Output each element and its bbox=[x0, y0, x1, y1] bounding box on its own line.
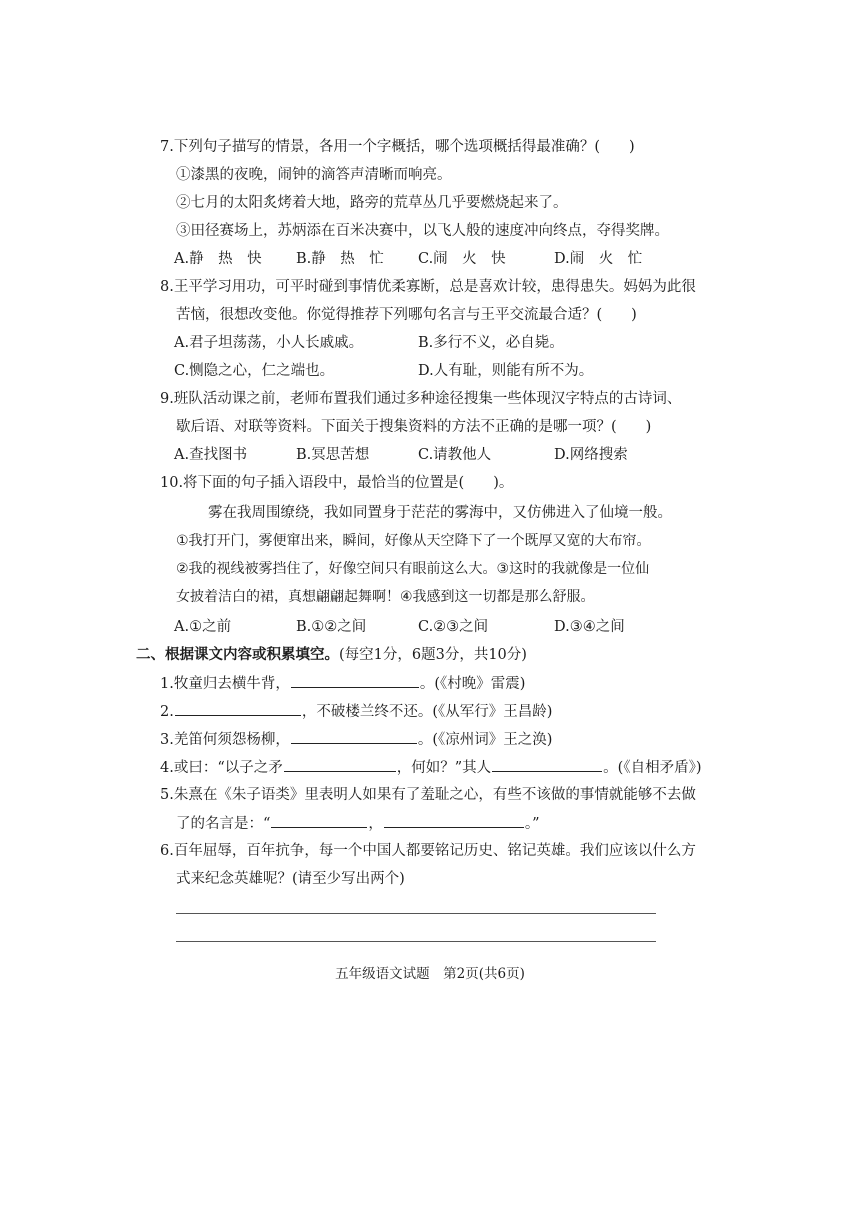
answer-blank[interactable] bbox=[175, 701, 301, 716]
fill-5-text: 了的名言是：“ bbox=[176, 816, 271, 832]
fill-5-comma: ， bbox=[368, 816, 383, 832]
q9-option-d: D.网络搜索 bbox=[554, 447, 628, 463]
q10-option-c: C.②③之间 bbox=[418, 619, 489, 635]
q7-option-b: B.静 热 忙 bbox=[296, 251, 384, 267]
section-2-score-note: (每空1分，6题3分，共10分) bbox=[339, 647, 527, 663]
q7-option-a: A.静 热 快 bbox=[174, 251, 262, 267]
answer-line-1[interactable] bbox=[176, 913, 656, 914]
q8-stem-line2: 苦恼，很想改变他。你觉得推荐下列哪句名言与王平交流最合适？( ) bbox=[176, 307, 637, 323]
section-2-heading bbox=[136, 645, 527, 665]
fill-4-text-a: 4.或曰：“以子之矛 bbox=[160, 760, 283, 776]
q9-option-b: B.冥思苦想 bbox=[296, 447, 370, 463]
q9-stem-line2: 歇后语、对联等资料。下面关于搜集资料的方法不正确的是哪一项？( ) bbox=[176, 419, 652, 435]
answer-blank[interactable] bbox=[492, 757, 602, 772]
q10-option-b: B.①②之间 bbox=[296, 619, 367, 635]
q8-option-d: D.人有耻，则能有所不为。 bbox=[418, 363, 594, 379]
fill-5-end: 。” bbox=[524, 816, 540, 832]
fill-4-text-b: ，何如？”其人 bbox=[396, 760, 492, 776]
fill-2 bbox=[160, 701, 552, 722]
fill-5-line1: 5.朱熹在《朱子语类》里表明人如果有了羞耻之心，有些不该做的事情就能够不去做 bbox=[160, 787, 696, 803]
q8-option-a: A.君子坦荡荡，小人长戚戚。 bbox=[174, 335, 364, 351]
fill-4-source: 。(《自相矛盾》) bbox=[603, 760, 702, 776]
fill-2-number: 2. bbox=[160, 704, 174, 720]
answer-blank[interactable] bbox=[384, 813, 524, 828]
answer-blank[interactable] bbox=[291, 729, 417, 744]
fill-2-text: ，不破楼兰终不还。(《从军行》王昌龄) bbox=[301, 704, 553, 720]
fill-5-line2 bbox=[176, 813, 540, 834]
answer-blank[interactable] bbox=[291, 673, 419, 688]
fill-3-source: 。(《凉州词》王之涣) bbox=[417, 732, 553, 748]
fill-3-text: 3.羌笛何须怨杨柳， bbox=[160, 732, 290, 748]
q7-sentence-2: ②七月的太阳炙烤着大地，路旁的荒草丛几乎要燃烧起来了。 bbox=[176, 195, 568, 211]
q9-option-c: C.请教他人 bbox=[418, 447, 492, 463]
q10-insert-sentence: 雾在我周围缭绕，我如同置身于茫茫的雾海中，又仿佛进入了仙境一般。 bbox=[208, 505, 672, 521]
fill-4 bbox=[160, 757, 702, 778]
section-2-title: 二、根据课文内容或积累填空。 bbox=[136, 646, 339, 663]
q7-option-d: D.闹 火 忙 bbox=[554, 251, 643, 267]
q9-option-a: A.查找图书 bbox=[174, 447, 248, 463]
q10-passage-line3: 女披着洁白的裙，真想翩翩起舞啊！④我感到这一切都是那么舒服。 bbox=[176, 589, 595, 605]
fill-6-line1: 6.百年屈辱，百年抗争，每一个中国人都要铭记历史、铭记英雄。我们应该以什么方 bbox=[160, 843, 696, 859]
fill-1-text: 1.牧童归去横牛背， bbox=[160, 676, 290, 692]
q7-option-c: C.闹 火 快 bbox=[418, 251, 506, 267]
q10-option-d: D.③④之间 bbox=[554, 619, 625, 635]
fill-3 bbox=[160, 729, 552, 750]
q7-sentence-1: ①漆黑的夜晚，闹钟的滴答声清晰而响亮。 bbox=[176, 167, 452, 183]
q10-stem: 10.将下面的句子插入语段中，最恰当的位置是( )。 bbox=[160, 475, 514, 491]
q8-stem-line1: 8.王平学习用功，可平时碰到事情优柔寡断，总是喜欢计较，患得患失。妈妈为此很 bbox=[160, 279, 696, 295]
page-footer: 五年级语文试题 第2页(共6页) bbox=[335, 966, 525, 982]
fill-1 bbox=[160, 673, 525, 694]
q7-sentence-3: ③田径赛场上，苏炳添在百米决赛中，以飞人般的速度冲向终点，夺得奖牌。 bbox=[176, 223, 669, 239]
answer-blank[interactable] bbox=[284, 757, 396, 772]
q10-passage-line2: ②我的视线被雾挡住了，好像空间只有眼前这么大。③这时的我就像是一位仙 bbox=[176, 561, 650, 577]
q8-option-b: B.多行不义，必自毙。 bbox=[418, 335, 564, 351]
answer-line-2[interactable] bbox=[176, 941, 656, 942]
q7-stem: 7.下列句子描写的情景，各用一个字概括，哪个选项概括得最准确？( ) bbox=[160, 139, 635, 155]
q9-stem-line1: 9.班队活动课之前，老师布置我们通过多种途径搜集一些体现汉字特点的古诗词、 bbox=[160, 391, 682, 407]
answer-blank[interactable] bbox=[271, 813, 367, 828]
q10-passage-line1: ①我打开门，雾便窜出来，瞬间，好像从天空降下了一个既厚又宽的大布帘。 bbox=[176, 533, 651, 549]
fill-1-source: 。(《村晚》雷震) bbox=[419, 676, 526, 692]
fill-6-line2: 式来纪念英雄呢？(请至少写出两个) bbox=[176, 871, 405, 887]
q8-option-c: C.恻隐之心，仁之端也。 bbox=[174, 363, 335, 379]
q10-option-a: A.①之前 bbox=[174, 619, 232, 635]
